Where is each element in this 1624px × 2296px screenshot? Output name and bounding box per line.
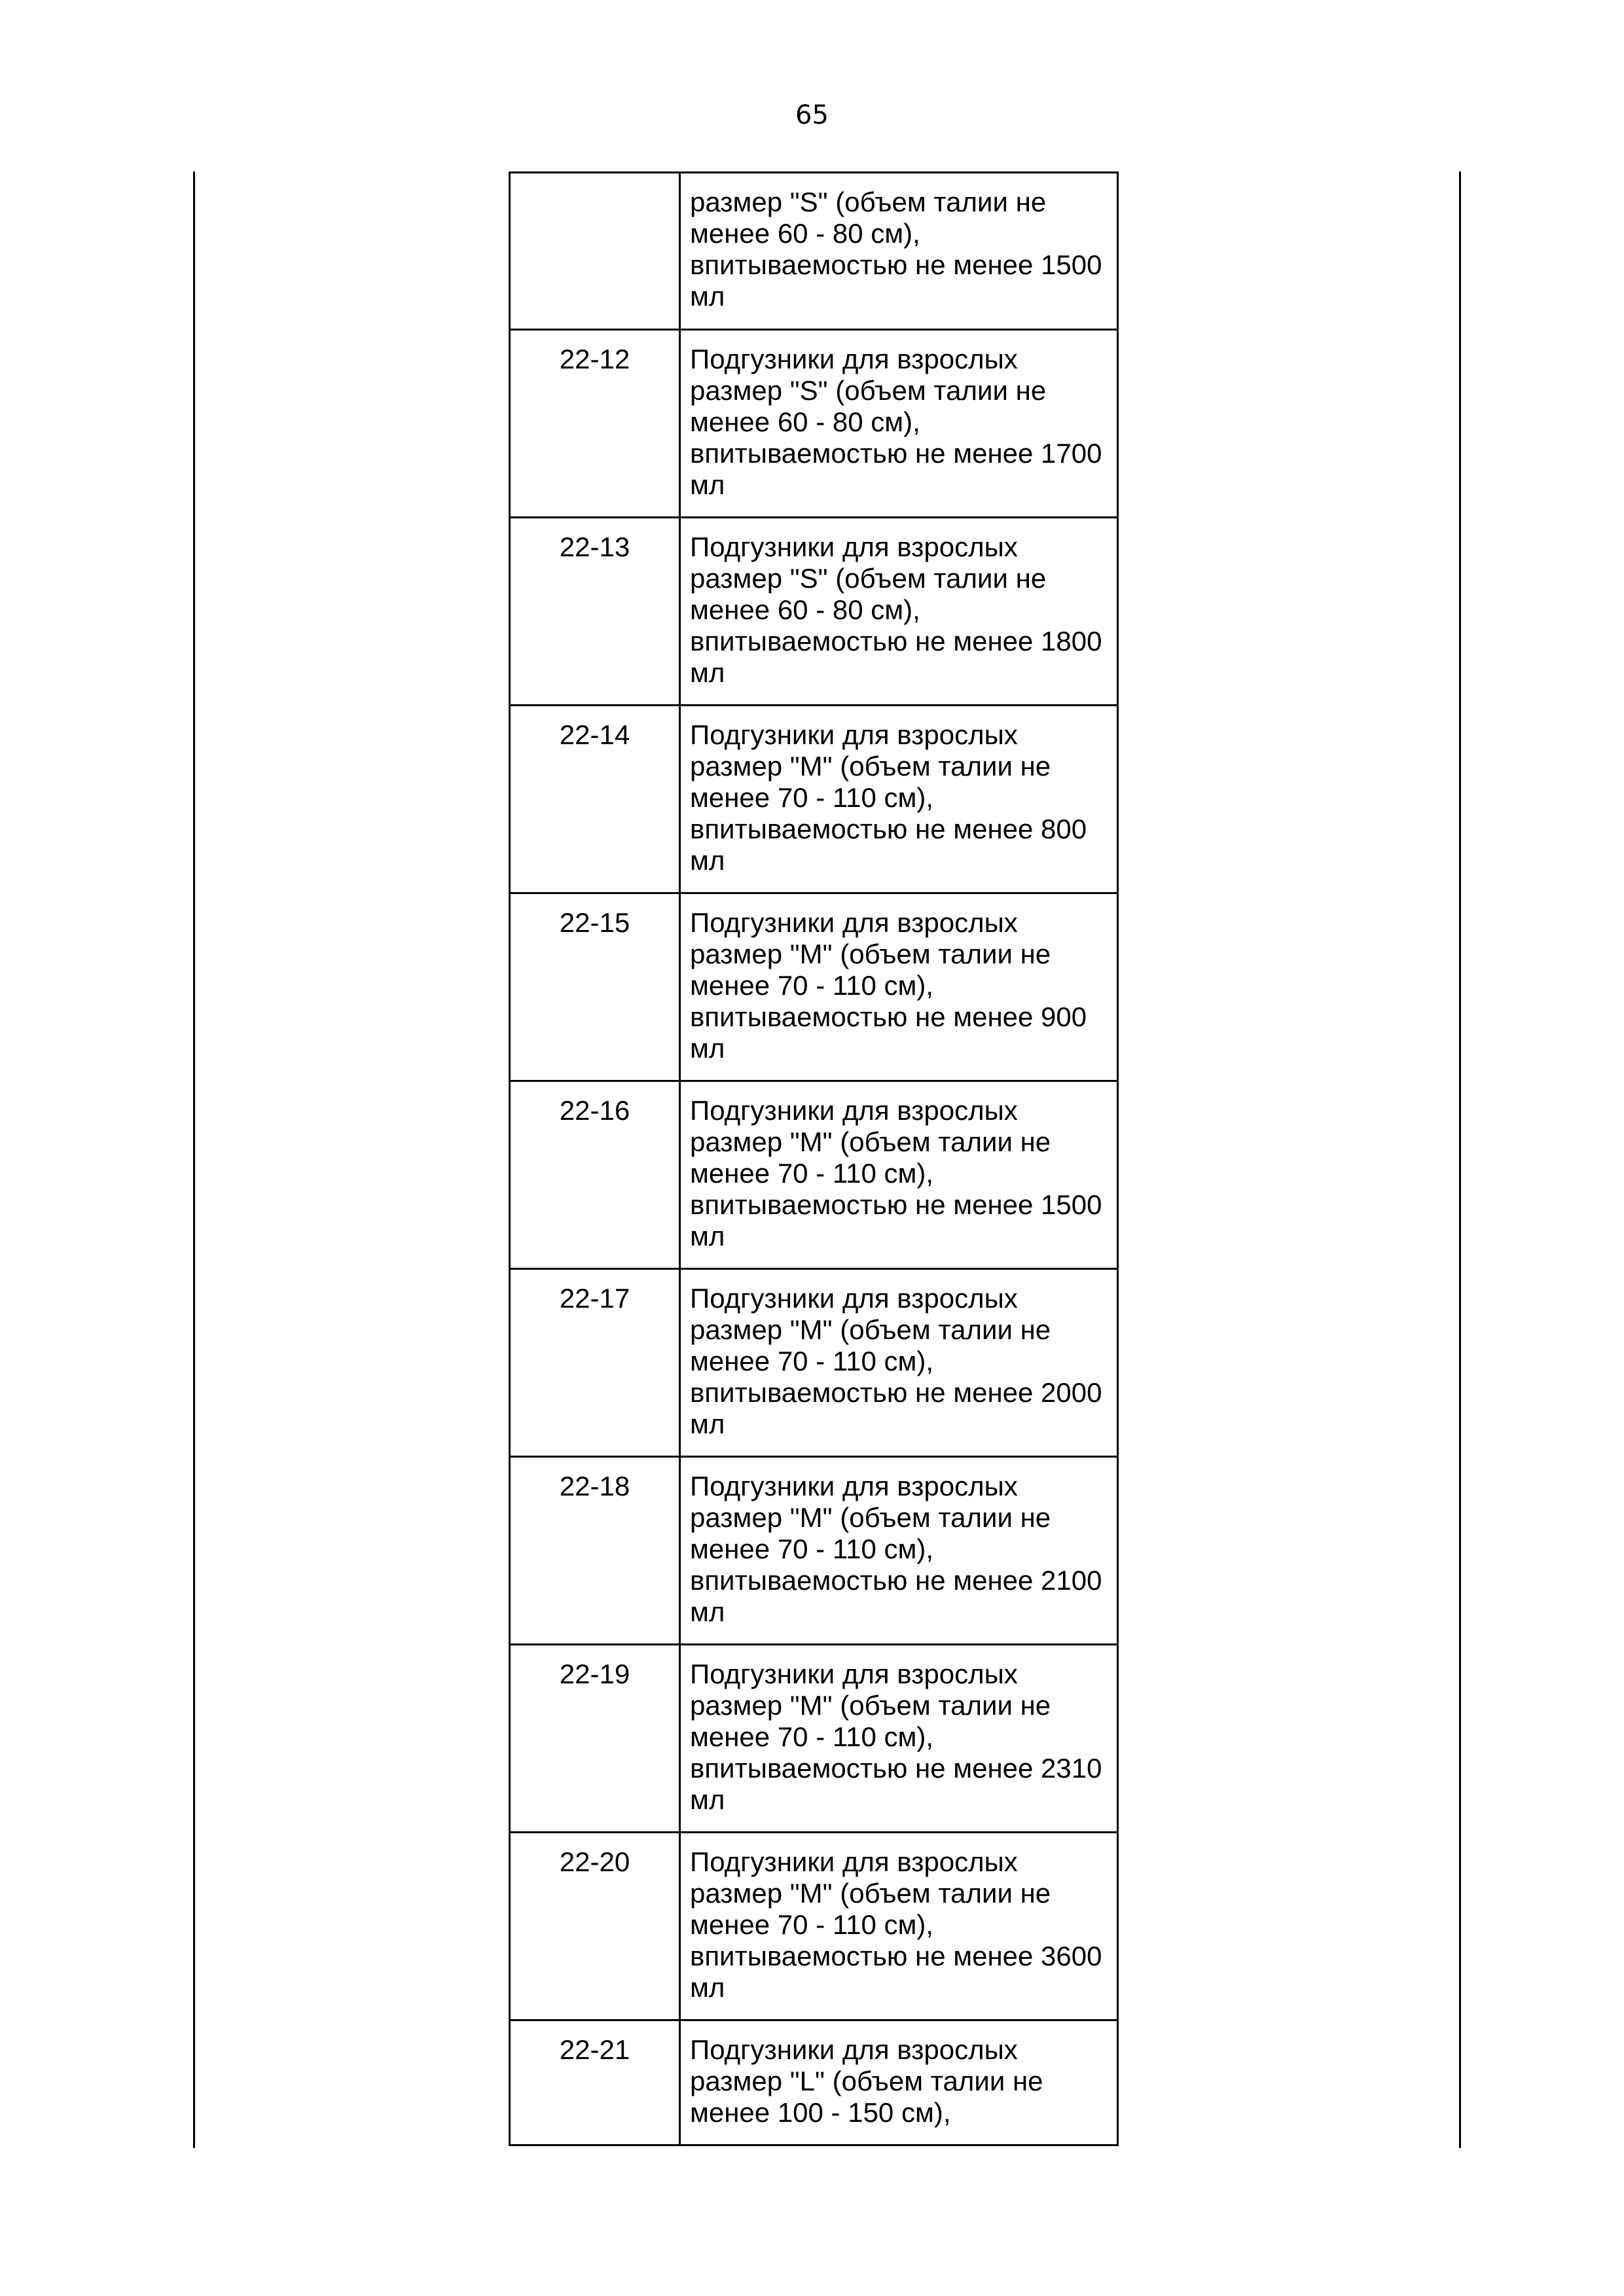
description-line: мл <box>690 1596 725 1627</box>
description-line: мл <box>690 469 725 500</box>
page-number: 65 <box>795 100 829 130</box>
description-line: впитываемостью не менее 3600 <box>690 1941 1102 1971</box>
description-line: размер "M" (объем талии не <box>690 1878 1051 1909</box>
right-margin-line <box>1459 171 1461 2148</box>
description-line: Подгузники для взрослых <box>690 1095 1018 1126</box>
table-row <box>510 173 1118 330</box>
description-cell <box>680 706 1118 893</box>
description-line: Подгузники для взрослых <box>690 2034 1018 2065</box>
table-row <box>510 1833 1118 2020</box>
description-line: Подгузники для взрослых <box>690 1659 1018 1689</box>
code-cell <box>510 173 680 330</box>
description-line: менее 60 - 80 см), <box>690 218 920 249</box>
description-cell <box>680 1081 1118 1269</box>
description-line: менее 60 - 80 см), <box>690 406 920 437</box>
description-line: впитываемостью не менее 900 <box>690 1001 1087 1032</box>
code-cell: 22-12 <box>510 330 680 518</box>
description-cell <box>680 330 1118 518</box>
description-cell <box>680 1833 1118 2020</box>
description-line: впитываемостью не менее 1500 <box>690 1189 1102 1220</box>
description-line: мл <box>690 1033 725 1064</box>
table-row <box>510 1457 1118 1645</box>
description-line: менее 70 - 110 см), <box>690 1909 934 1940</box>
description-cell <box>680 518 1118 706</box>
table-row <box>510 330 1118 518</box>
description-line: Подгузники для взрослых <box>690 1283 1018 1314</box>
description-line: впитываемостью не менее 1700 <box>690 438 1102 469</box>
description-line: Подгузники для взрослых <box>690 719 1018 750</box>
description-line: менее 70 - 110 см), <box>690 782 934 813</box>
description-line: впитываемостью не менее 800 <box>690 814 1087 844</box>
description-line: менее 70 - 110 см), <box>690 1534 934 1564</box>
description-line: Подгузники для взрослых <box>690 1471 1018 1501</box>
description-line: мл <box>690 1784 725 1815</box>
description-line: впитываемостью не менее 1500 <box>690 249 1102 280</box>
table-row <box>510 1081 1118 1269</box>
description-line: размер "M" (объем талии не <box>690 939 1051 969</box>
table-row <box>510 518 1118 706</box>
table-row <box>510 706 1118 893</box>
left-margin-line <box>193 171 195 2148</box>
description-line: впитываемостью не менее 1800 <box>690 626 1102 656</box>
description-cell <box>680 1269 1118 1457</box>
description-line: Подгузники для взрослых <box>690 344 1018 374</box>
table-row <box>510 1269 1118 1457</box>
description-cell <box>680 893 1118 1081</box>
description-line: размер "M" (объем талии не <box>690 1314 1051 1345</box>
code-cell: 22-14 <box>510 706 680 893</box>
code-cell: 22-20 <box>510 1833 680 2020</box>
product-table <box>509 171 1119 2146</box>
description-line: размер "S" (объем талии не <box>690 375 1047 406</box>
description-line: менее 70 - 110 см), <box>690 1721 934 1752</box>
description-line: Подгузники для взрослых <box>690 531 1018 562</box>
description-line: Подгузники для взрослых <box>690 1846 1018 1877</box>
code-cell: 22-15 <box>510 893 680 1081</box>
description-cell <box>680 2020 1118 2145</box>
code-cell: 22-13 <box>510 518 680 706</box>
description-line: менее 60 - 80 см), <box>690 594 920 625</box>
description-line: размер "L" (объем талии не <box>690 2066 1043 2096</box>
code-cell: 22-18 <box>510 1457 680 1645</box>
code-cell: 22-16 <box>510 1081 680 1269</box>
description-line: Подгузники для взрослых <box>690 907 1018 938</box>
description-line: менее 70 - 110 см), <box>690 1158 934 1189</box>
description-line: впитываемостью не менее 2100 <box>690 1565 1102 1596</box>
description-cell <box>680 1645 1118 1833</box>
table-row <box>510 1645 1118 1833</box>
description-line: размер "M" (объем талии не <box>690 1690 1051 1721</box>
description-line: менее 70 - 110 см), <box>690 970 934 1001</box>
code-cell: 22-21 <box>510 2020 680 2145</box>
description-line: размер "S" (объем талии не <box>690 187 1047 217</box>
description-line: менее 100 - 150 см), <box>690 2097 951 2128</box>
table-row <box>510 893 1118 1081</box>
description-line: размер "M" (объем талии не <box>690 1126 1051 1157</box>
table-row <box>510 2020 1118 2145</box>
description-line: мл <box>690 845 725 876</box>
description-line: впитываемостью не менее 2000 <box>690 1377 1102 1408</box>
description-line: размер "M" (объем талии не <box>690 751 1051 781</box>
description-line: размер "M" (объем талии не <box>690 1502 1051 1533</box>
description-line: размер "S" (объем талии не <box>690 563 1047 594</box>
description-line: мл <box>690 1408 725 1439</box>
description-line: менее 70 - 110 см), <box>690 1346 934 1376</box>
description-line: мл <box>690 281 725 312</box>
description-cell <box>680 173 1118 330</box>
description-line: мл <box>690 657 725 688</box>
description-line: мл <box>690 1221 725 1251</box>
description-cell <box>680 1457 1118 1645</box>
description-line: мл <box>690 1972 725 2003</box>
description-line: впитываемостью не менее 2310 <box>690 1753 1102 1784</box>
code-cell: 22-19 <box>510 1645 680 1833</box>
code-cell: 22-17 <box>510 1269 680 1457</box>
